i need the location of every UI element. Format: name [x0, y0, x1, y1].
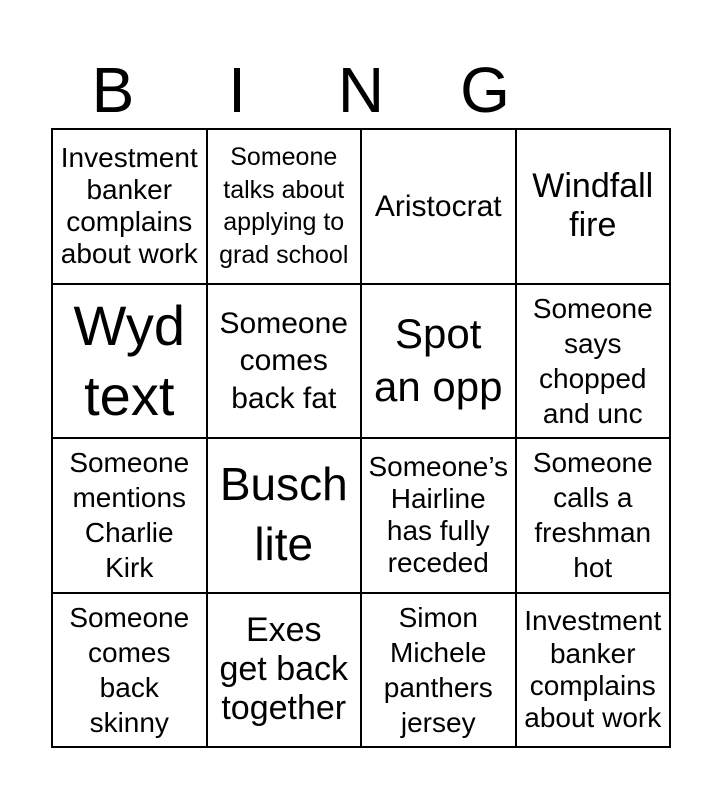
cell-text: Someone comes back fat — [219, 306, 348, 415]
cell-text: Someone talks about applying to grad school — [219, 143, 349, 269]
cell-text: Someone says chopped and unc — [532, 292, 653, 429]
bingo-cell[interactable] — [517, 130, 672, 285]
bingo-cell[interactable] — [53, 439, 208, 594]
cell-text: Spot an opp — [374, 310, 503, 410]
cell-text: Investment banker complains about work — [60, 141, 198, 270]
cell-text: Someone mentions Charlie Kirk — [69, 447, 190, 584]
bingo-cell[interactable] — [53, 594, 208, 749]
cell-text: Windfall fire — [532, 167, 654, 245]
bingo-cell[interactable] — [517, 594, 672, 749]
bingo-cell[interactable] — [208, 439, 363, 594]
cell-text: Someone’s Hairline has fully receded — [368, 450, 509, 579]
cell-text: Busch lite — [219, 458, 348, 571]
cell-text: Someone calls a freshman hot — [532, 447, 653, 584]
header-letter-g: G — [460, 54, 510, 126]
header-letter-i: I — [228, 54, 246, 126]
bingo-cell[interactable] — [362, 594, 517, 749]
bingo-cell[interactable] — [362, 439, 517, 594]
cell-text: Wyd text — [73, 293, 185, 427]
bingo-cell[interactable] — [208, 594, 363, 749]
header-letter-n: N — [337, 54, 385, 126]
bingo-cell[interactable] — [208, 285, 363, 440]
bingo-cell[interactable] — [208, 130, 363, 285]
bingo-cell[interactable] — [362, 285, 517, 440]
bingo-card — [51, 128, 671, 748]
bingo-cell[interactable] — [53, 285, 208, 440]
cell-text: Someone comes back skinny — [69, 601, 190, 738]
bingo-cell[interactable] — [53, 130, 208, 285]
header-letter-b: B — [91, 54, 135, 126]
cell-text: Investment banker complains about work — [524, 605, 662, 733]
bingo-cell[interactable] — [517, 439, 672, 594]
cell-text: Exes get back together — [219, 611, 349, 728]
bingo-header — [51, 52, 671, 128]
cell-text: Aristocrat — [374, 189, 502, 223]
cell-text: Simon Michele panthers jersey — [383, 601, 493, 738]
bingo-cell[interactable] — [517, 285, 672, 440]
bingo-cell[interactable] — [362, 130, 517, 285]
